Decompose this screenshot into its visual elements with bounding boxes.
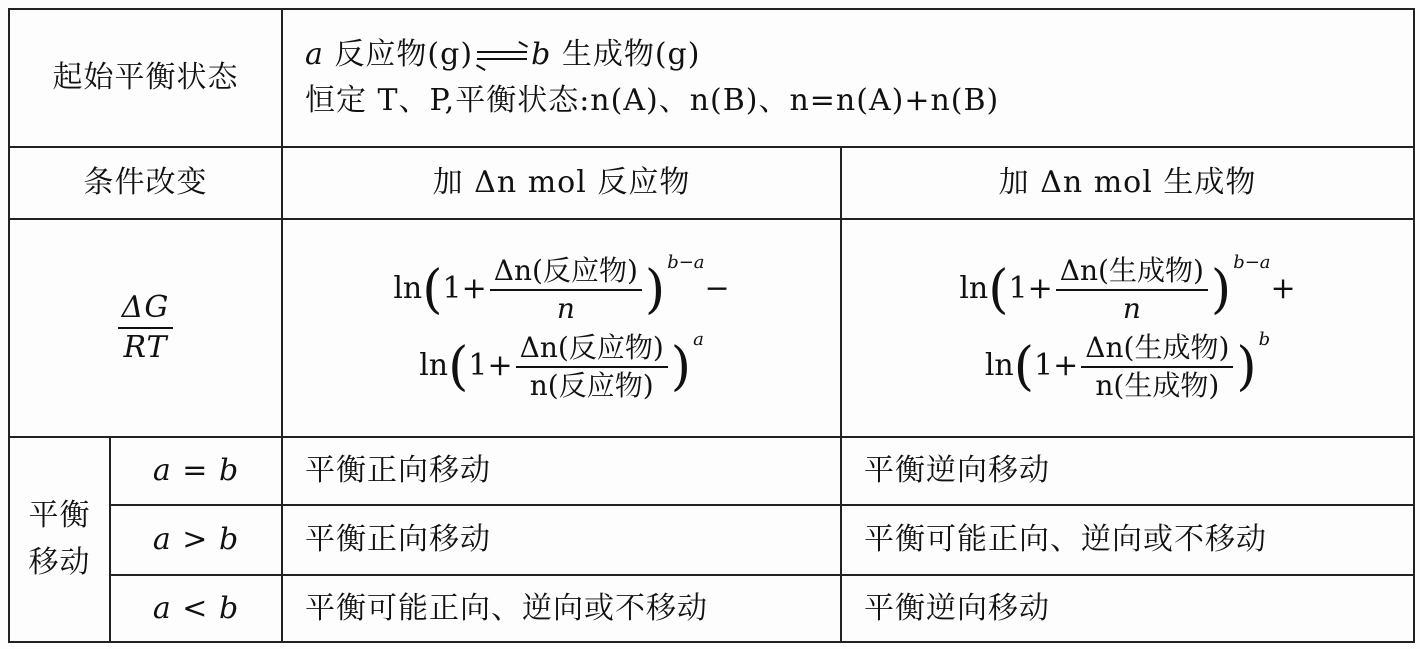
equilibrium-table (8, 8, 1415, 643)
shift-row-greater (9, 505, 1414, 575)
shift-product-cell: 平衡逆向移动 (841, 575, 1414, 642)
delta-g-over-rt: $\frac{\Delta G}{RT}$ (118, 291, 174, 366)
condition-a-equals-b: a = b (110, 437, 282, 505)
product-formula-line1: ln(1+ $\frac{\text{Δn(生成物)}}{n}$ ) $^{b-a}$+ (959, 251, 1296, 325)
initial-state-content (282, 9, 1414, 147)
shift-reactant-cell: 平衡正向移动 (282, 505, 841, 575)
shift-product-cell: 平衡可能正向、逆向或不移动 (841, 505, 1414, 575)
condition-change-row (9, 147, 1414, 219)
shift-reactant-cell: 平衡正向移动 (282, 437, 841, 505)
state-conditions-line: 恒定 T、P,平衡状态:n(A)、n(B)、n=n(A)+n(B) (305, 83, 1000, 118)
shift-reactant-cell: 平衡可能正向、逆向或不移动 (282, 575, 841, 642)
equilibrium-arrow-icon (477, 49, 527, 63)
reactant-formula-line1: ln(1+ $\frac{\text{Δn(反应物)}}{n}$ ) $^{b-a}$− (393, 251, 730, 325)
shift-row-less (9, 575, 1414, 642)
equilibrium-shift-label: 平衡 移动 (9, 437, 110, 642)
condition-change-label: 条件改变 (9, 147, 282, 219)
delta-g-product-formula (841, 219, 1414, 437)
delta-g-label (9, 219, 282, 437)
add-reactant-header: 加 Δn mol 反应物 (282, 147, 841, 219)
initial-state-row (9, 9, 1414, 147)
condition-a-less-b: a < b (110, 575, 282, 642)
product-formula-line2: ln(1+ $\frac{\text{Δn(生成物)}}{\text{n(生成物)}}$ ) $^b$ (984, 329, 1271, 402)
shift-product-cell: 平衡逆向移动 (841, 437, 1414, 505)
reaction-line: a 反应物(g) b 生成物(g) (305, 36, 701, 72)
shift-row-equal (9, 437, 1414, 505)
condition-a-greater-b: a > b (110, 505, 282, 575)
delta-g-row (9, 219, 1414, 437)
add-product-header: 加 Δn mol 生成物 (841, 147, 1414, 219)
initial-state-label: 起始平衡状态 (9, 9, 282, 147)
reactant-formula-line2: ln(1+ $\frac{\text{Δn(反应物)}}{\text{n(反应物)}}$ ) $^a$ (419, 329, 704, 402)
delta-g-reactant-formula (282, 219, 841, 437)
